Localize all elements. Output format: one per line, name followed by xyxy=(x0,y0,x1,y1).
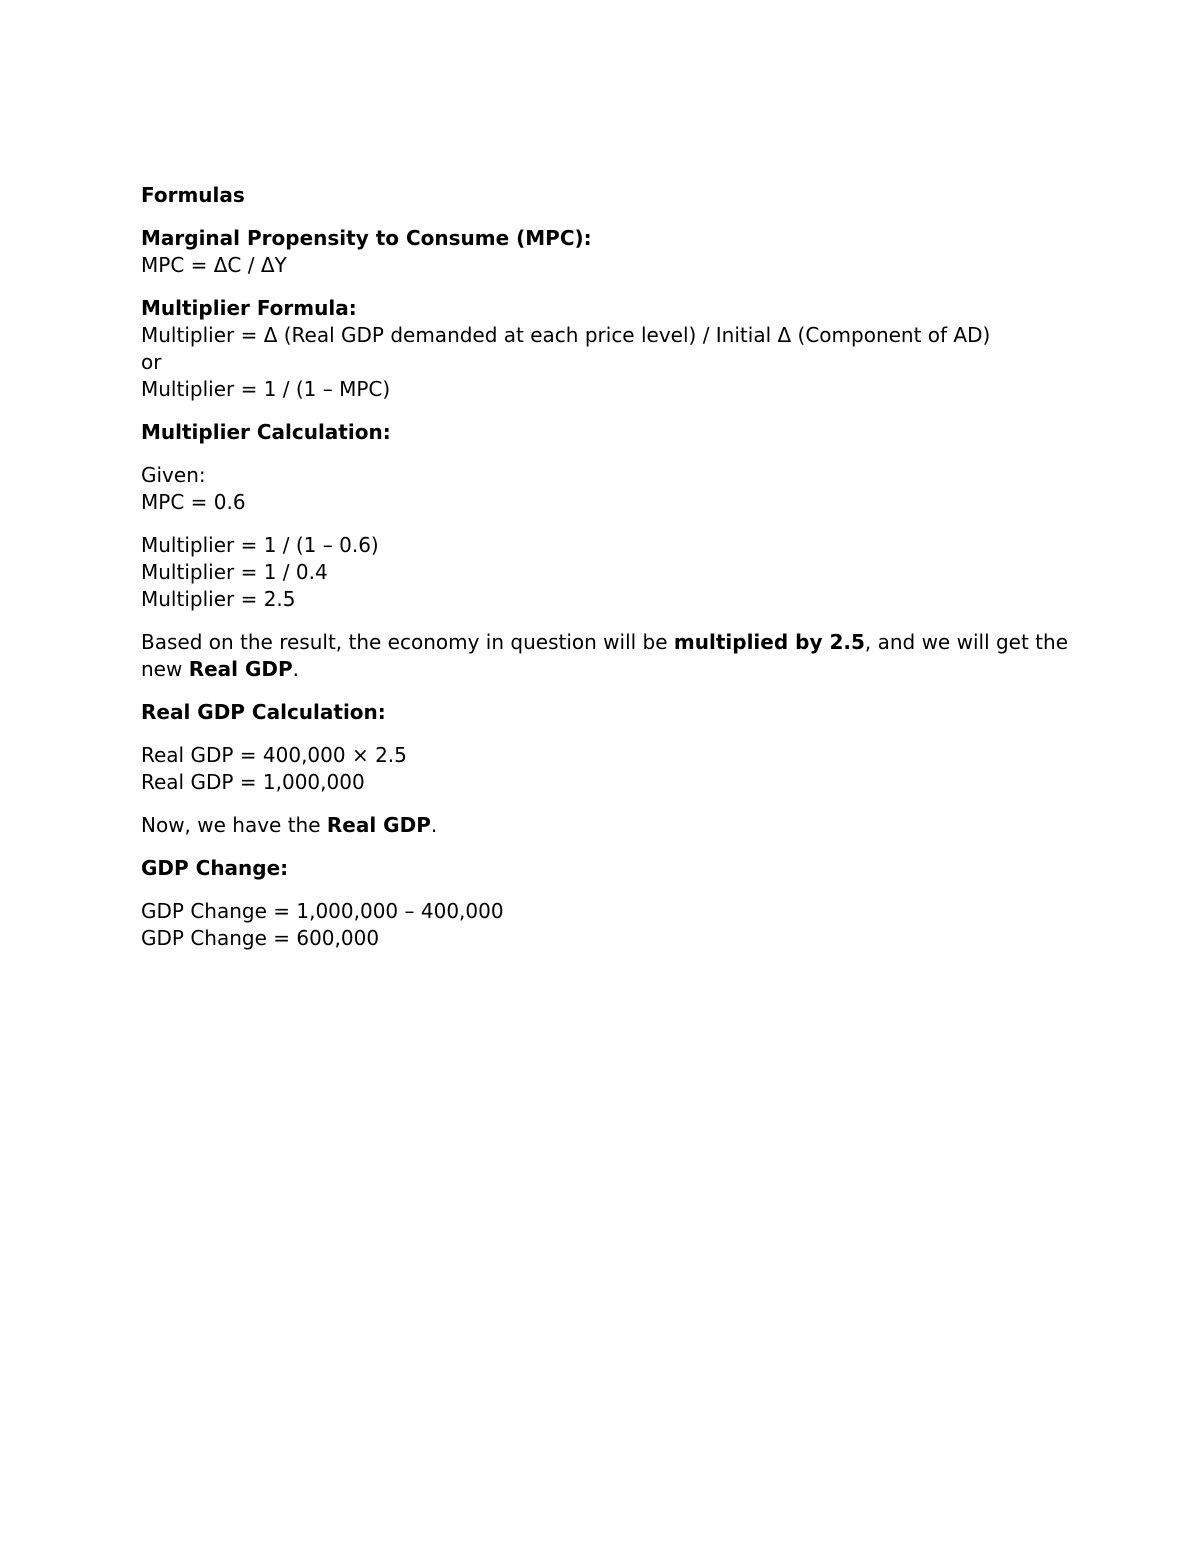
spacer xyxy=(141,209,1081,225)
spacer xyxy=(141,446,1081,462)
document-page xyxy=(141,182,1081,952)
result-bold-1: multiplied by 2.5 xyxy=(673,630,865,654)
spacer xyxy=(141,726,1081,742)
real-gdp-step-2: Real GDP = 1,000,000 xyxy=(141,770,365,794)
mpc-formula: MPC = ΔC / ΔY xyxy=(141,253,287,277)
spacer xyxy=(141,403,1081,419)
multiplier-formula-1: Multiplier = Δ (Real GDP demanded at each price level) / Initial Δ (Component of AD) xyxy=(141,323,991,347)
document-title: Formulas xyxy=(141,183,245,207)
real-gdp-step-1: Real GDP = 400,000 × 2.5 xyxy=(141,743,407,767)
multiplier-formula-or: or xyxy=(141,350,162,374)
gdp-change-heading: GDP Change: xyxy=(141,856,289,880)
spacer xyxy=(141,796,1081,812)
result-text-2: , and we will get the new xyxy=(141,630,1068,681)
result-text-1: Based on the result, the economy in question will be xyxy=(141,630,674,654)
given-label: Given: xyxy=(141,463,206,487)
spacer xyxy=(141,683,1081,699)
result-text-3: . xyxy=(292,657,300,681)
spacer xyxy=(141,839,1081,855)
multiplier-step-2: Multiplier = 1 / 0.4 xyxy=(141,560,328,584)
multiplier-step-3: Multiplier = 2.5 xyxy=(141,587,296,611)
note-text-1: Now, we have the xyxy=(141,813,327,837)
gdp-change-step-1: GDP Change = 1,000,000 – 400,000 xyxy=(141,899,504,923)
multiplier-result-paragraph xyxy=(141,629,1081,683)
real-gdp-note xyxy=(141,812,1081,839)
multiplier-formula-2: Multiplier = 1 / (1 – MPC) xyxy=(141,377,391,401)
gdp-change-step-2: GDP Change = 600,000 xyxy=(141,926,380,950)
spacer xyxy=(141,279,1081,295)
spacer xyxy=(141,613,1081,629)
multiplier-formula-heading: Multiplier Formula: xyxy=(141,296,357,320)
result-bold-2: Real GDP xyxy=(188,657,293,681)
spacer xyxy=(141,516,1081,532)
multiplier-step-1: Multiplier = 1 / (1 – 0.6) xyxy=(141,533,379,557)
given-value: MPC = 0.6 xyxy=(141,490,246,514)
note-bold: Real GDP xyxy=(326,813,431,837)
multiplier-calc-heading: Multiplier Calculation: xyxy=(141,420,391,444)
spacer xyxy=(141,882,1081,898)
mpc-heading: Marginal Propensity to Consume (MPC): xyxy=(141,226,592,250)
real-gdp-heading: Real GDP Calculation: xyxy=(141,700,386,724)
note-text-2: . xyxy=(430,813,438,837)
